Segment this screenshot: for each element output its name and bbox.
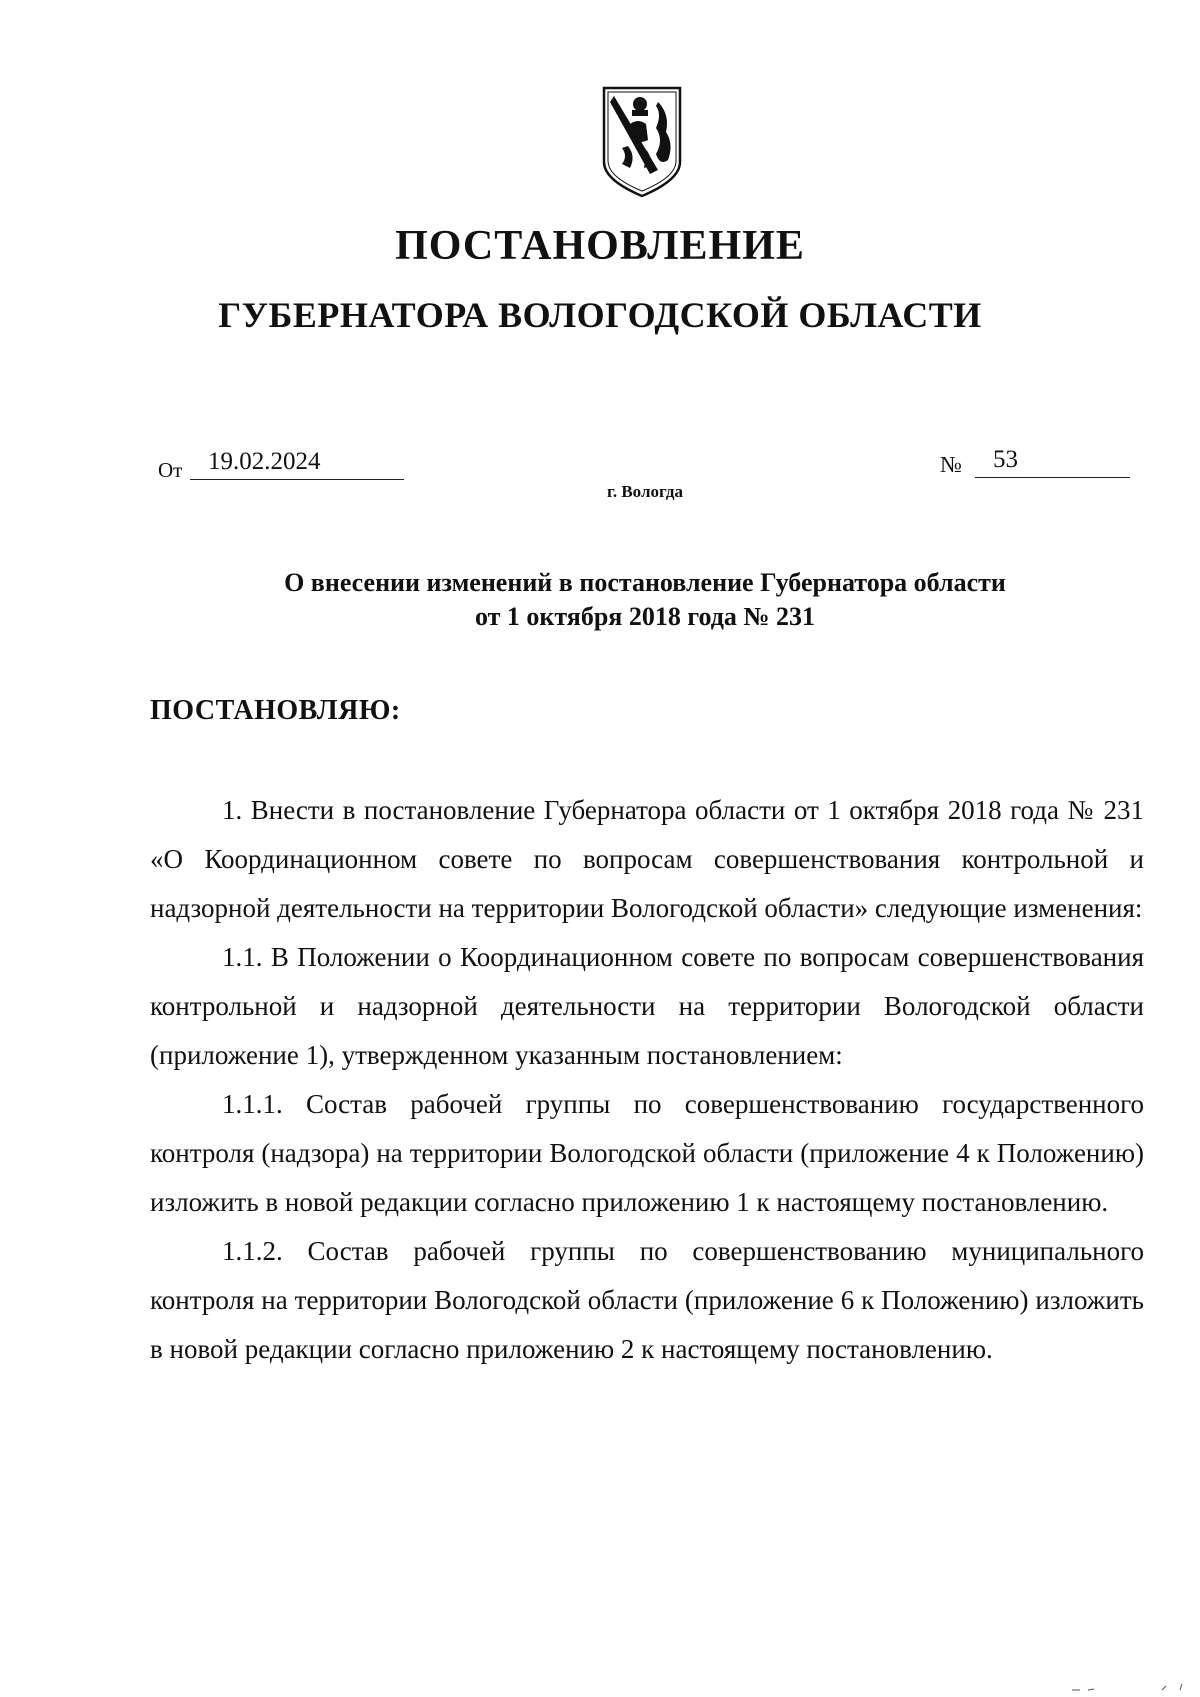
document-number: 53: [975, 446, 1130, 478]
document-subject: [0, 566, 1200, 634]
paragraph-1-1-1: 1.1.1. Состав рабочей группы по совершенствованию государственного контроля (надзора) на территории Вологодской области (приложение 4 к Положению) изложить в новой редакции согласно приложению 1 к настоящему постановлению.: [150, 1089, 1144, 1217]
decree-heading: ПОСТАНОВЛЯЮ:: [150, 695, 401, 726]
document-date: 19.02.2024: [190, 448, 404, 480]
document-body: [150, 786, 1144, 1374]
document-city: г. Вологда: [607, 482, 683, 501]
scan-edge-mark: [1070, 1680, 1190, 1692]
document-title: ПОСТАНОВЛЕНИЕ: [395, 223, 805, 269]
paragraph-1: 1. Внести в постановление Губернатора области от 1 октября 2018 года № 231 «О Координационном совете по вопросам совершенствования контрольной и надзорной деятельности на территории Вологодской области» следующие изменения:: [150, 795, 1144, 923]
subject-line-2: от 1 октября 2018 года № 231: [474, 602, 816, 631]
date-prefix: От: [158, 458, 183, 482]
paragraph-1-1-2: 1.1.2. Состав рабочей группы по совершенствованию муниципального контроля на территории Вологодской области (приложение 6 к Положению) изложить в новой редакции согласно приложению 2 к настоящему постановлению.: [150, 1236, 1144, 1364]
subject-line-1: О внесении изменений в постановление Губернатора области: [284, 568, 1006, 597]
coat-of-arms-icon: [600, 84, 684, 200]
document-issuer: ГУБЕРНАТОРА ВОЛОГОДСКОЙ ОБЛАСТИ: [218, 295, 982, 335]
number-prefix: №: [940, 452, 962, 477]
paragraph-1-1: 1.1. В Положении о Координационном совете по вопросам совершенствования контрольной и надзорной деятельности на территории Вологодской области (приложение 1), утвержденном указанным постановлением:: [150, 942, 1144, 1070]
